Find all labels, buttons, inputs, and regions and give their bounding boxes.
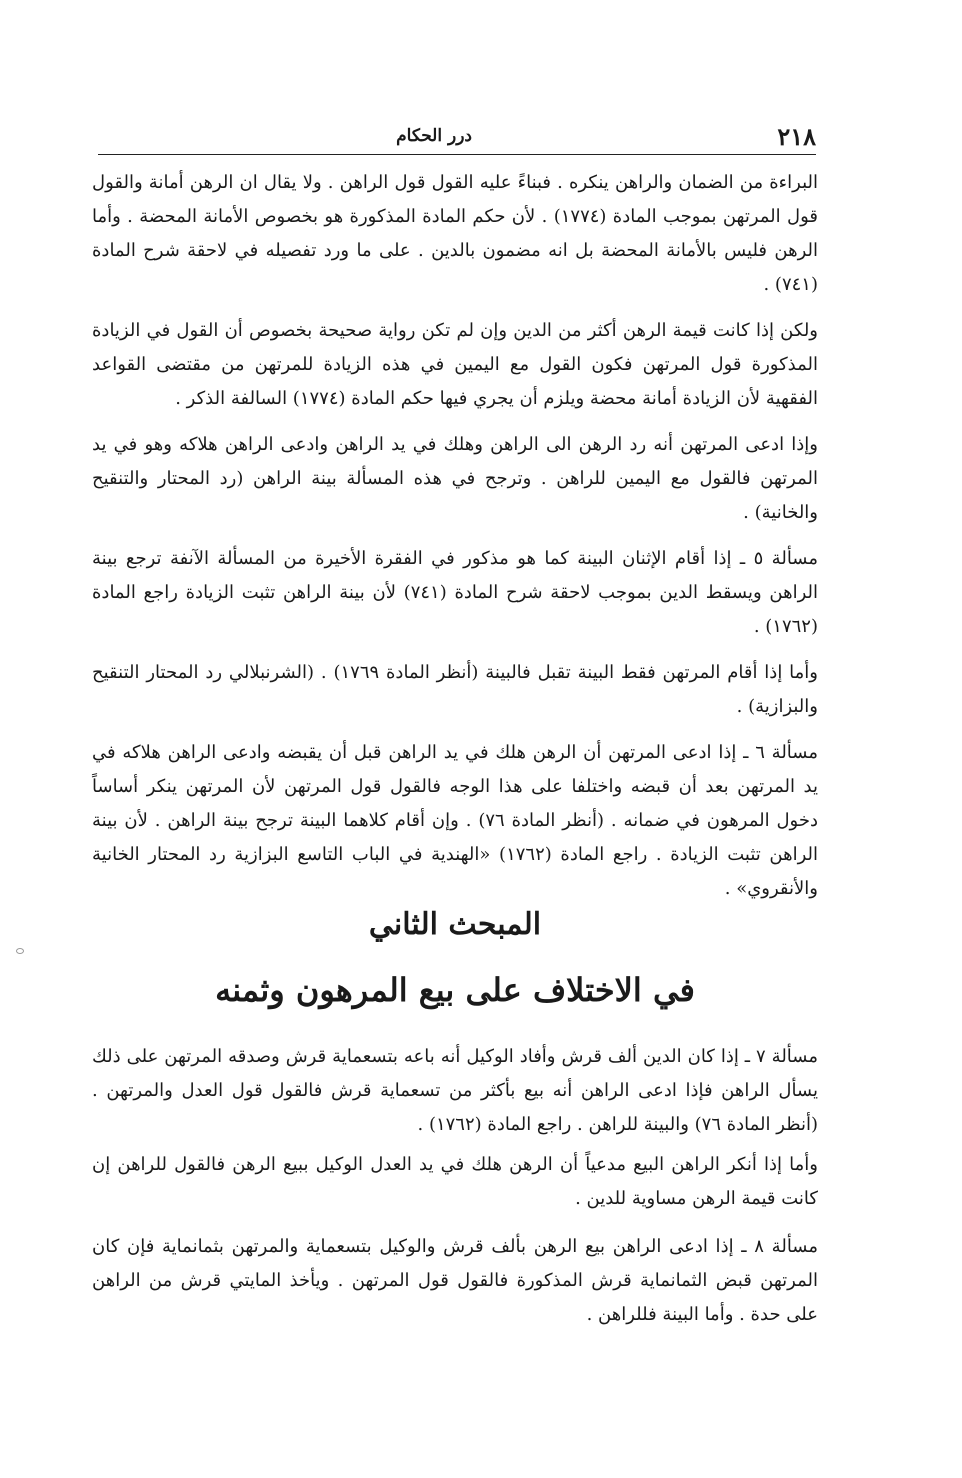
paragraph: وأما إذا أنكر الراهن البيع مدعياً أن الرهن هلك في يد العدل الوكيل ببيع الرهن فالقول للراهن إن كانت قيمة الرهن مساوية للدين . [92,1154,818,1209]
paragraph: مسألة ٨ ـ إذا ادعى الراهن بيع الرهن بألف قرش والوكيل بتسعماية والمرتهن بثمانماية فإن كان المرتهن قبض الثمانماية قرش المذكورة فالقول قول المرتهن . ويأخذ المايتي قرش من الراهن على حدة . وأما البينة فللراهن . [92,1236,819,1325]
margin-mark [16,948,24,954]
section-heading: المبحث الثاني [368,907,542,942]
paragraph: البراءة من الضمان والراهن ينكره . فبناءً عليه القول قول الراهن . ولا يقال ان الرهن أمانة والقول قول المرتهن بموجب المادة (١٧٧٤) . لأن حكم المادة المذكورة هو بخصوص الأمانة المحضة . وأما الرهن فليس بالأمانة المحضة بل انه مضمون بالدين . على ما ورد تفصيله في لاحقة شرح المادة (٧٤١) . [92,172,819,295]
body-text-top [92,166,818,918]
body-text-bottom [92,1040,818,1338]
page-number: ٢١٨ [777,122,816,151]
paragraph: ولكن إذا كانت قيمة الرهن أكثر من الدين وإن لم تكن رواية صحيحة بخصوص أن القول في الزيادة المذكورة قول المرتهن فكون القول مع اليمين في هذه الزيادة للمرتهن من مقتضى القواعد الفقهية لأن الزيادة أمانة محضة ويلزم أن يجري فيها حكم المادة (١٧٧٤) السالفة الذكر . [92,320,818,409]
paragraph: وأما إذا أقام المرتهن فقط البينة تقبل فالبينة (أنظر المادة ١٧٦٩) . (الشرنبلالي رد المحتار التنقيح والبزازية) . [92,662,818,717]
paragraph: مسألة ٥ ـ إذا أقام الإثنان البينة كما هو مذكور في الفقرة الأخيرة من المسألة الآنفة ترجع بينة الراهن ويسقط الدين بموجب لاحقة شرح المادة (٧٤١) لأن بينة الراهن تثبت الزيادة راجع المادة (١٧٦٢) . [92,548,818,637]
paragraph: وإذا ادعى المرتهن أنه رد الرهن الى الراهن وهلك في يد الراهن وادعى الراهن هلاكه وهو في يد المرتهن فالقول مع اليمين للراهن . وترجح في هذه المسألة بينة الراهن (رد المحتار والتنقيح والخانية) . [92,434,818,523]
paragraph: مسألة ٦ ـ إذا ادعى المرتهن أن الرهن هلك في يد الراهن قبل أن يقبضه وادعى الراهن هلاكه في يد المرتهن بعد أن قبضه واختلفا على هذا الوجه فالقول قول المرتهن لأن المرتهن ينكر أساساً دخول المرهون في ضمانه . (أنظر المادة ٧٦) . وإن أقام كلاهما البينة ترجح بينة الراهن . لأن بينة الراهن تثبت الزيادة . راجع المادة (١٧٦٢) «الهندية في الباب التاسع البزازية رد المحتار الخانية والأنقروي» . [92,742,818,899]
page-header [98,118,816,154]
section-subheading: في الاختلاف على بيع المرهون وثمنه [215,971,695,1009]
running-title: درر الحكام [396,126,472,146]
header-divider [98,154,816,155]
paragraph: مسألة ٧ ـ إذا كان الدين ألف قرش وأفاد الوكيل أنه باعه بتسعماية قرش وصدقه المرتهن على ذلك يسأل الراهن فإذا ادعى الراهن أنه بيع بأكثر من تسعماية قرش فالقول قول العدل والمرتهن . (أنظر المادة ٧٦) والبينة للراهن . راجع المادة (١٧٦٢) . [92,1046,818,1135]
